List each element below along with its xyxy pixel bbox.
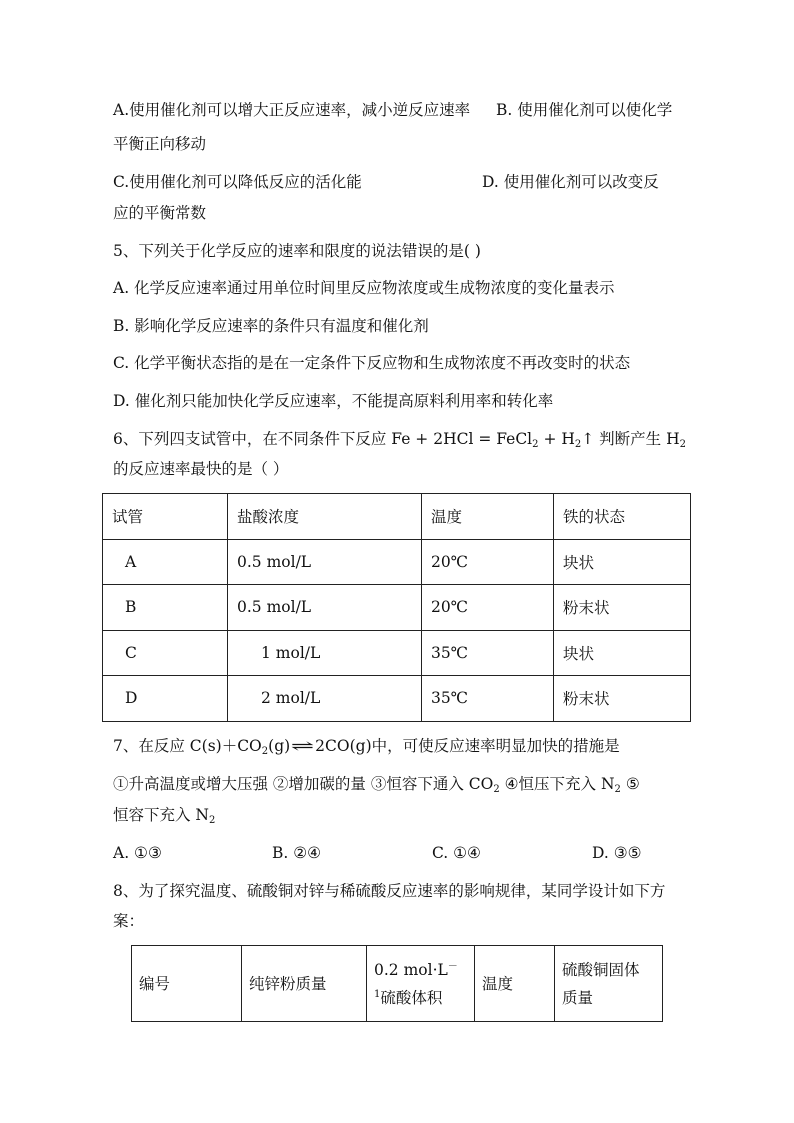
- cell-iron-state: 粉末状: [554, 585, 691, 631]
- cell-tube: C: [103, 630, 228, 676]
- table-row: [103, 630, 691, 676]
- q7-measures-line2: 恒容下充入 $N_2$: [113, 806, 216, 826]
- header-copper-sulfate-mass: 硫酸铜固体 质量: [555, 946, 663, 1022]
- q5-option-b: B. 影响化学反应速率的条件只有温度和催化剂: [113, 317, 429, 335]
- cell-tube: B: [103, 585, 228, 631]
- cell-tube: D: [103, 676, 228, 722]
- q5-option-c: C. 化学平衡状态指的是在一定条件下反应物和生成物浓度不再改变时的状态: [113, 354, 631, 372]
- q6-table: [102, 493, 691, 722]
- q8-table: [131, 945, 663, 1022]
- header-zinc-mass: 纯锌粉质量: [242, 946, 367, 1022]
- table-header-row: [103, 494, 691, 540]
- q7-stem: 7、在反应 $C(s)+CO_2(g)\rightleftharpoons 2CO(g)$中，可使反应速率明显加快的措施是: [113, 737, 620, 757]
- header-number: 编号: [132, 946, 242, 1022]
- header-temperature: 温度: [475, 946, 555, 1022]
- q7-option-c: C. ①④: [432, 844, 481, 862]
- cell-temperature: 35℃: [422, 676, 554, 722]
- cell-concentration: 1 mol/L: [228, 630, 422, 676]
- q5-option-d: D. 催化剂只能加快化学反应速率，不能提高原料利用率和转化率: [113, 392, 554, 410]
- header-tube: 试管: [103, 494, 228, 540]
- header-acid-volume: 0.2 mol·L－ $^1$硫酸体积: [367, 946, 475, 1022]
- table-row: [103, 585, 691, 631]
- q5-option-a: A. 化学反应速率通过用单位时间里反应物浓度或生成物浓度的变化量表示: [113, 279, 615, 297]
- cell-temperature: 35℃: [422, 630, 554, 676]
- q6-stem-line1: 6、下列四支试管中，在不同条件下反应 Fe + 2HCl = FeCl$_2$ + $H_2↑$ 判断产生 $H_2$: [113, 430, 686, 450]
- cell-iron-state: 块状: [554, 630, 691, 676]
- q8-stem-line2: 案：: [113, 912, 145, 930]
- q7-option-d: D. ③⑤: [592, 844, 642, 862]
- table-row: [103, 676, 691, 722]
- cell-temperature: 20℃: [422, 539, 554, 585]
- q4-option-c: C.使用催化剂可以降低反应的活化能: [113, 173, 362, 191]
- cell-iron-state: 粉末状: [554, 676, 691, 722]
- equilibrium-arrow-icon: ⇌: [290, 737, 315, 755]
- q6-stem-line2: 的反应速率最快的是（ ）: [113, 460, 289, 478]
- q4-option-d-line1: D. 使用催化剂可以改变反: [482, 173, 659, 191]
- header-iron-state: 铁的状态: [554, 494, 691, 540]
- q5-stem: 5、下列关于化学反应的速率和限度的说法错误的是( ): [113, 242, 481, 260]
- q7-option-a: A. ①③: [113, 844, 162, 862]
- cell-tube: A: [103, 539, 228, 585]
- header-concentration: 盐酸浓度: [228, 494, 422, 540]
- q4-option-d-line2: 应的平衡常数: [113, 204, 207, 222]
- q4-option-b-line2: 平衡正向移动: [113, 135, 207, 153]
- header-temperature: 温度: [422, 494, 554, 540]
- cell-concentration: 0.5 mol/L: [228, 539, 422, 585]
- q7-option-b: B. ②④: [272, 844, 322, 862]
- q4-option-a: A.使用催化剂可以增大正反应速率，减小逆反应速率: [113, 101, 471, 119]
- table-header-row: [132, 946, 663, 1022]
- cell-concentration: 0.5 mol/L: [228, 585, 422, 631]
- cell-concentration: 2 mol/L: [228, 676, 422, 722]
- q4-option-b-line1: B. 使用催化剂可以使化学: [496, 101, 673, 119]
- cell-iron-state: 块状: [554, 539, 691, 585]
- q8-stem-line1: 8、为了探究温度、硫酸铜对锌与稀硫酸反应速率的影响规律，某同学设计如下方: [113, 882, 666, 900]
- table-row: [103, 539, 691, 585]
- q7-measures-line1: ①升高温度或增大压强 ②增加碳的量 ③恒容下通入 $CO_2$ ④恒压下充入 $N_2$ ⑤: [113, 775, 640, 795]
- cell-temperature: 20℃: [422, 585, 554, 631]
